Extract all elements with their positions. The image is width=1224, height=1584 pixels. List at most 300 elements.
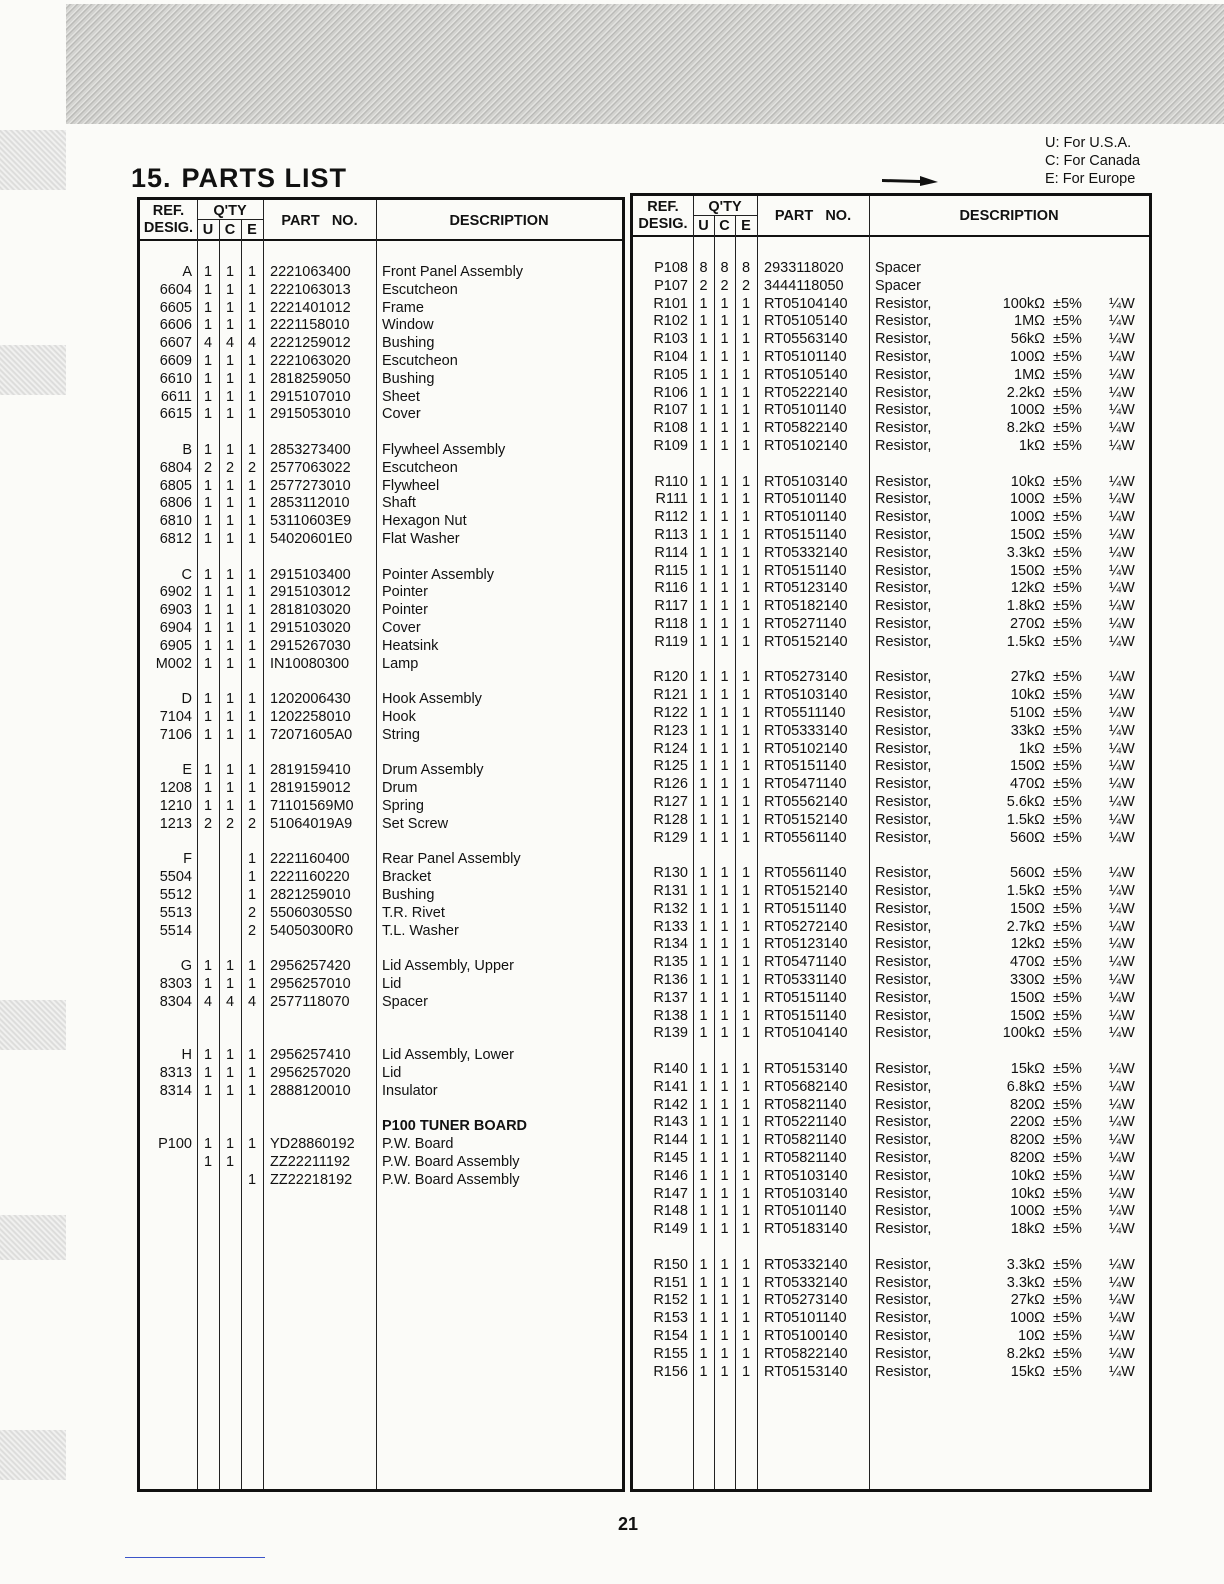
table-row <box>633 1186 1149 1204</box>
qty-c-cell: 1 <box>720 1132 729 1149</box>
qty-c-cell: 1 <box>720 527 729 543</box>
qty-e-cell: 1 <box>741 438 751 454</box>
table-row <box>633 776 1149 794</box>
qty-c-cell: 1 <box>720 1114 729 1131</box>
ref-cell: 6615 <box>159 406 192 423</box>
tolerance-cell: ±5% <box>1053 1256 1082 1273</box>
part-number-cell: RT05822140 <box>764 420 848 437</box>
part-number-cell: RT05104140 <box>764 295 848 312</box>
description-cell: Resistor, <box>875 366 932 383</box>
description-cell: Resistor, <box>875 954 932 971</box>
qty-c-cell: 1 <box>720 509 729 526</box>
tolerance-cell: ±5% <box>1053 295 1082 312</box>
qty-c-cell: 1 <box>720 936 729 953</box>
description-cell: Resistor, <box>875 473 932 490</box>
ref-cell: R141 <box>653 1078 688 1095</box>
table-row <box>633 1008 1149 1026</box>
qty-u-cell: 1 <box>699 313 708 330</box>
part-number-cell: RT05222140 <box>764 384 848 401</box>
qty-e-cell: 1 <box>741 1078 751 1095</box>
part-number-cell: RT05100140 <box>764 1328 848 1344</box>
qty-c-cell: 1 <box>720 473 729 490</box>
tolerance-cell: ±5% <box>1053 954 1082 971</box>
ref-cell: R112 <box>654 509 688 526</box>
tolerance-cell: ±5% <box>1053 865 1082 882</box>
qty-e-cell: 1 <box>741 527 751 543</box>
table-row <box>633 1257 1149 1275</box>
qty-c-cell: 1 <box>225 513 235 530</box>
description-cell: Resistor, <box>875 562 932 579</box>
qty-e-cell: 1 <box>741 1114 751 1131</box>
part-number-cell: 2818103020 <box>270 602 351 619</box>
ref-cell: R143 <box>653 1114 688 1131</box>
table-row <box>633 491 1149 509</box>
value-cell: 1.8kΩ <box>1006 598 1045 615</box>
value-cell: 15kΩ <box>1010 1061 1045 1077</box>
part-number-cell: RT05563140 <box>764 331 848 348</box>
qty-e-cell: 1 <box>741 1345 751 1362</box>
description-cell: Resistor, <box>875 811 932 828</box>
table-row <box>633 830 1149 848</box>
table-row <box>633 349 1149 367</box>
part-number-cell: RT05152140 <box>764 883 848 899</box>
value-cell: 820Ω <box>1009 1096 1045 1113</box>
ref-cell: R117 <box>654 598 688 615</box>
ref-cell: 1210 <box>159 798 192 814</box>
part-number-cell: 54050300R0 <box>270 922 354 939</box>
ref-cell: R139 <box>653 1025 688 1042</box>
table-row <box>140 442 622 460</box>
table-row <box>140 798 622 816</box>
section-title: PARTS LIST <box>181 163 348 193</box>
qty-u-cell: 1 <box>203 281 213 298</box>
qty-e-cell: 1 <box>247 388 257 405</box>
qty-e-cell: 1 <box>741 705 751 721</box>
tolerance-cell: ±5% <box>1053 1132 1082 1149</box>
tolerance-cell: ±5% <box>1053 331 1082 348</box>
ref-cell: 7106 <box>159 726 192 743</box>
ref-cell: R133 <box>653 918 688 935</box>
qty-c-cell: 1 <box>720 918 729 935</box>
tolerance-cell: ±5% <box>1053 1292 1082 1309</box>
ref-cell: R108 <box>653 420 688 437</box>
description-cell: Insulator <box>382 1082 438 1099</box>
value-cell: 220Ω <box>1009 1114 1045 1131</box>
part-number-cell: 2577063022 <box>270 459 351 476</box>
qty-u-cell: 1 <box>203 584 213 601</box>
qty-u-cell: 1 <box>699 776 708 793</box>
table-row <box>140 780 622 798</box>
tolerance-cell: ±5% <box>1053 420 1082 437</box>
qty-c-header: C <box>224 222 236 238</box>
table-row <box>633 883 1149 901</box>
parts-table-left <box>137 197 625 1492</box>
qty-u-cell: 8 <box>699 260 708 276</box>
description-cell: Frame <box>382 299 424 316</box>
part-number-cell: RT05123140 <box>764 936 848 953</box>
part-number-cell: 2915267030 <box>270 637 351 654</box>
qty-u-cell: 1 <box>699 829 708 846</box>
tolerance-cell: ±5% <box>1053 1328 1082 1344</box>
qty-c-cell: 1 <box>720 794 729 810</box>
header-banner-texture <box>66 4 1224 124</box>
qty-c-header: C <box>719 218 730 234</box>
ref-cell: P100 <box>158 1136 192 1153</box>
qty-u-cell: 1 <box>203 726 213 743</box>
part-number-cell: RT05152140 <box>764 811 848 828</box>
part-number-cell: 1202006430 <box>270 691 351 708</box>
wattage-cell: ¼W <box>1109 1150 1135 1166</box>
table-row <box>633 652 1149 670</box>
qty-e-cell: 1 <box>741 1203 751 1220</box>
ref-cell: R155 <box>653 1345 688 1362</box>
ref-cell: 6806 <box>159 495 192 512</box>
table-row <box>633 1114 1149 1132</box>
table-row <box>140 1012 622 1030</box>
description-cell: Resistor, <box>875 1221 932 1238</box>
tolerance-cell: ±5% <box>1053 544 1082 561</box>
table-row <box>633 758 1149 776</box>
qty-c-cell: 1 <box>225 299 235 316</box>
ref-cell: R105 <box>653 366 688 383</box>
qty-e-cell: 2 <box>247 922 257 939</box>
table-row <box>140 762 622 780</box>
part-number-cell: RT05822140 <box>764 1345 848 1362</box>
table-row <box>633 580 1149 598</box>
value-cell: 27kΩ <box>1010 669 1045 686</box>
ref-cell: P107 <box>654 277 688 294</box>
part-number-cell: RT05821140 <box>764 1150 847 1166</box>
qty-e-cell: 1 <box>741 1132 751 1149</box>
qty-e-cell: 1 <box>247 531 257 547</box>
part-number-cell: RT05102140 <box>764 740 848 757</box>
ref-cell: R135 <box>653 954 688 971</box>
qty-c-cell: 1 <box>225 1154 235 1170</box>
part-number-cell: RT05103140 <box>764 687 848 704</box>
value-cell: 3.3kΩ <box>1006 1256 1045 1273</box>
qty-e-cell: 1 <box>247 584 257 601</box>
qty-c-cell: 1 <box>720 313 729 330</box>
value-cell: 100Ω <box>1009 402 1045 419</box>
description-cell: Resistor, <box>875 509 932 526</box>
qty-e-cell: 1 <box>741 1096 751 1113</box>
description-cell: Bracket <box>382 869 432 886</box>
table-row <box>633 1079 1149 1097</box>
section-number: 15. <box>131 163 172 193</box>
tolerance-cell: ±5% <box>1053 598 1082 615</box>
qty-u-cell: 1 <box>203 264 213 280</box>
qty-c-cell: 1 <box>720 402 729 419</box>
table-row <box>633 456 1149 474</box>
table-row <box>633 1221 1149 1239</box>
qty-c-cell: 1 <box>720 491 729 508</box>
qty-c-cell: 1 <box>225 798 235 814</box>
qty-e-cell: 1 <box>247 655 257 672</box>
value-cell: 8.2kΩ <box>1006 420 1045 437</box>
qty-c-cell: 1 <box>225 264 235 280</box>
qty-u-cell: 1 <box>699 1221 708 1238</box>
qty-c-cell: 2 <box>225 815 235 832</box>
description-cell: Flat Washer <box>382 531 460 547</box>
wattage-cell: ¼W <box>1109 1167 1135 1184</box>
qty-u-header: U <box>698 218 709 234</box>
wattage-cell: ¼W <box>1109 598 1135 615</box>
table-row <box>633 919 1149 937</box>
part-number-cell: 2221160220 <box>270 869 350 886</box>
table-row <box>140 691 622 709</box>
qty-c-cell: 1 <box>720 420 729 437</box>
part-number-cell: 1202258010 <box>270 709 351 725</box>
qty-e-cell: 1 <box>247 1082 257 1099</box>
qty-c-cell: 1 <box>225 1082 235 1099</box>
qty-u-cell: 1 <box>203 762 213 779</box>
qty-e-cell: 8 <box>741 260 751 276</box>
table-row <box>140 335 622 353</box>
ref-cell: 6805 <box>159 477 192 494</box>
table-row <box>633 563 1149 581</box>
tolerance-cell: ±5% <box>1053 936 1082 953</box>
qty-e-cell: 1 <box>247 691 257 708</box>
qty-e-cell: 1 <box>741 598 751 615</box>
description-cell: Resistor, <box>875 1007 932 1024</box>
table-row <box>140 851 622 869</box>
table-row <box>140 371 622 389</box>
qty-u-cell: 1 <box>699 669 708 686</box>
qty-u-cell: 1 <box>699 473 708 490</box>
tolerance-cell: ±5% <box>1053 313 1082 330</box>
ref-cell: 5514 <box>159 922 192 939</box>
description-cell: Heatsink <box>382 637 439 654</box>
qty-e-cell: 1 <box>741 900 751 917</box>
qty-e-cell: 1 <box>741 1274 751 1291</box>
qty-c-cell: 1 <box>720 954 729 971</box>
qty-u-cell: 1 <box>699 722 708 739</box>
ref-cell: 6606 <box>159 317 192 334</box>
qty-c-cell: 1 <box>225 495 235 512</box>
tolerance-cell: ±5% <box>1053 580 1082 597</box>
qty-c-cell: 1 <box>225 762 235 779</box>
part-number-cell: RT05105140 <box>764 313 848 330</box>
description-cell: Shaft <box>382 495 416 512</box>
qty-u-cell: 1 <box>699 616 708 632</box>
part-no-header: PART NO. <box>774 208 852 224</box>
qty-e-cell: 1 <box>741 473 751 490</box>
ref-cell: R142 <box>653 1096 688 1113</box>
qty-c-cell: 1 <box>720 1185 729 1202</box>
value-cell: 100Ω <box>1009 1203 1045 1220</box>
table-row <box>140 905 622 923</box>
qty-u-cell: 1 <box>203 513 213 530</box>
table-row <box>140 656 622 674</box>
wattage-cell: ¼W <box>1109 829 1135 846</box>
ref-cell: 6607 <box>159 335 192 352</box>
qty-c-cell: 4 <box>225 993 235 1010</box>
description-cell: Resistor, <box>875 1078 932 1095</box>
value-cell: 2.2kΩ <box>1006 384 1045 401</box>
value-cell: 510Ω <box>1009 705 1045 721</box>
table-row <box>140 1136 622 1154</box>
qty-e-cell: 1 <box>741 918 751 935</box>
table-row <box>633 1061 1149 1079</box>
part-number-cell: 2819159012 <box>270 780 351 797</box>
value-cell: 1.5kΩ <box>1006 811 1045 828</box>
description-cell: Resistor, <box>875 491 932 508</box>
qty-e-cell: 1 <box>741 758 751 775</box>
qty-u-cell: 1 <box>699 705 708 721</box>
description-cell: Resistor, <box>875 669 932 686</box>
table-row <box>633 705 1149 723</box>
qty-c-cell: 1 <box>720 633 729 650</box>
ref-cell: D <box>181 691 192 708</box>
table-row <box>140 1047 622 1065</box>
part-number-cell: RT05561140 <box>764 865 847 882</box>
qty-u-cell: 1 <box>699 295 708 312</box>
tolerance-cell: ±5% <box>1053 1114 1082 1131</box>
description-cell: Resistor, <box>875 544 932 561</box>
value-cell: 10kΩ <box>1010 473 1045 490</box>
qty-u-cell: 1 <box>699 1292 708 1309</box>
description-cell: Resistor, <box>875 1345 932 1362</box>
tolerance-cell: ±5% <box>1053 1363 1082 1380</box>
part-number-cell: RT05183140 <box>764 1221 848 1238</box>
table-row <box>633 1132 1149 1150</box>
value-cell: 3.3kΩ <box>1006 1274 1045 1291</box>
description-cell: Window <box>382 317 434 334</box>
ref-cell: R153 <box>653 1310 688 1327</box>
value-cell: 100kΩ <box>1002 295 1045 312</box>
qty-c-cell: 1 <box>225 1047 235 1064</box>
description-cell: Bushing <box>382 370 435 387</box>
edge-speckle <box>0 345 66 395</box>
tolerance-cell: ±5% <box>1053 1150 1082 1166</box>
wattage-cell: ¼W <box>1109 295 1135 312</box>
part-number-cell: 2956257410 <box>270 1047 351 1064</box>
qty-c-cell: 1 <box>225 281 235 298</box>
qty-u-cell: 1 <box>203 958 213 975</box>
wattage-cell: ¼W <box>1109 402 1135 419</box>
ref-cell: 6610 <box>159 370 192 387</box>
ref-cell: R114 <box>654 544 688 561</box>
description-cell: Lid Assembly, Upper <box>382 958 514 975</box>
qty-u-cell: 1 <box>699 1078 708 1095</box>
qty-c-cell: 2 <box>720 277 729 294</box>
tolerance-cell: ±5% <box>1053 1096 1082 1113</box>
value-cell: 150Ω <box>1009 1007 1045 1024</box>
part-number-cell: 3444118050 <box>764 277 844 294</box>
qty-c-cell: 1 <box>225 958 235 975</box>
qty-c-cell: 1 <box>225 1065 235 1081</box>
qty-c-cell: 1 <box>720 811 729 828</box>
qty-e-cell: 1 <box>741 295 751 312</box>
qty-e-cell: 1 <box>741 562 751 579</box>
table-row <box>633 865 1149 883</box>
table-row <box>140 673 622 691</box>
qty-u-cell: 1 <box>699 366 708 383</box>
arrow-icon <box>880 174 940 188</box>
value-cell: 470Ω <box>1009 954 1045 971</box>
value-cell: 270Ω <box>1009 616 1045 632</box>
value-cell: 18kΩ <box>1010 1221 1045 1238</box>
qty-e-cell: 1 <box>247 370 257 387</box>
qty-u-cell: 1 <box>203 442 213 458</box>
tolerance-cell: ±5% <box>1053 633 1082 650</box>
table-row <box>633 420 1149 438</box>
qty-u-cell: 1 <box>699 1025 708 1042</box>
description-cell: Resistor, <box>875 794 932 810</box>
qty-e-cell: 1 <box>741 580 751 597</box>
part-number-cell: RT05151140 <box>764 527 847 543</box>
qty-e-cell: 2 <box>247 459 257 476</box>
value-cell: 3.3kΩ <box>1006 544 1045 561</box>
value-cell: 560Ω <box>1009 829 1045 846</box>
ref-cell: R145 <box>653 1150 688 1166</box>
wattage-cell: ¼W <box>1109 1345 1135 1362</box>
qty-u-cell: 1 <box>699 687 708 704</box>
ref-cell: R107 <box>653 402 688 419</box>
table-row <box>140 1172 622 1190</box>
value-cell: 10kΩ <box>1010 1185 1045 1202</box>
part-number-cell: RT05221140 <box>764 1114 847 1131</box>
part-number-cell: 2888120010 <box>270 1082 351 1099</box>
qty-u-cell: 1 <box>699 794 708 810</box>
ref-cell: 6812 <box>159 531 192 547</box>
qty-e-header: E <box>247 222 257 238</box>
value-cell: 1kΩ <box>1018 740 1045 757</box>
description-cell: Front Panel Assembly <box>382 264 524 280</box>
qty-c-cell: 1 <box>720 1328 729 1344</box>
wattage-cell: ¼W <box>1109 580 1135 597</box>
tolerance-cell: ±5% <box>1053 1310 1082 1327</box>
description-cell: Resistor, <box>875 1310 932 1327</box>
description-cell: Hook <box>382 709 416 725</box>
value-cell: 150Ω <box>1009 989 1045 1006</box>
description-cell: Spacer <box>875 277 921 294</box>
footer-rule <box>125 1557 265 1558</box>
qty-e-cell: 1 <box>247 442 257 458</box>
qty-e-cell: 1 <box>741 1025 751 1042</box>
table-row <box>633 1025 1149 1043</box>
qty-e-cell: 1 <box>247 869 257 886</box>
part-number-cell: 2221158010 <box>270 317 350 334</box>
qty-e-cell: 1 <box>741 829 751 846</box>
qty-e-cell: 1 <box>741 491 751 508</box>
qty-u-cell: 1 <box>699 491 708 508</box>
ref-cell: R131 <box>653 883 688 899</box>
table-row <box>140 460 622 478</box>
table-row <box>633 1364 1149 1382</box>
part-number-cell: RT05471140 <box>764 954 847 971</box>
value-cell: 820Ω <box>1009 1132 1045 1149</box>
description-cell: Resistor, <box>875 1150 932 1166</box>
qty-c-cell: 1 <box>720 562 729 579</box>
ref-cell: R134 <box>653 936 688 953</box>
description-cell: Resistor, <box>875 402 932 419</box>
wattage-cell: ¼W <box>1109 473 1135 490</box>
part-number-cell: RT05151140 <box>764 758 847 775</box>
description-header: DESCRIPTION <box>449 213 549 229</box>
qty-c-cell: 1 <box>225 566 235 583</box>
qty-e-cell: 1 <box>741 1363 751 1380</box>
ref-cell: R111 <box>655 491 688 508</box>
part-no-header: PART NO. <box>281 213 358 229</box>
wattage-cell: ¼W <box>1109 1007 1135 1024</box>
qty-u-cell: 1 <box>203 299 213 316</box>
qty-c-cell: 1 <box>720 544 729 561</box>
qty-e-cell: 1 <box>741 1185 751 1202</box>
qty-c-cell: 1 <box>225 370 235 387</box>
value-cell: 560Ω <box>1009 865 1045 882</box>
qty-e-cell: 1 <box>741 1256 751 1273</box>
